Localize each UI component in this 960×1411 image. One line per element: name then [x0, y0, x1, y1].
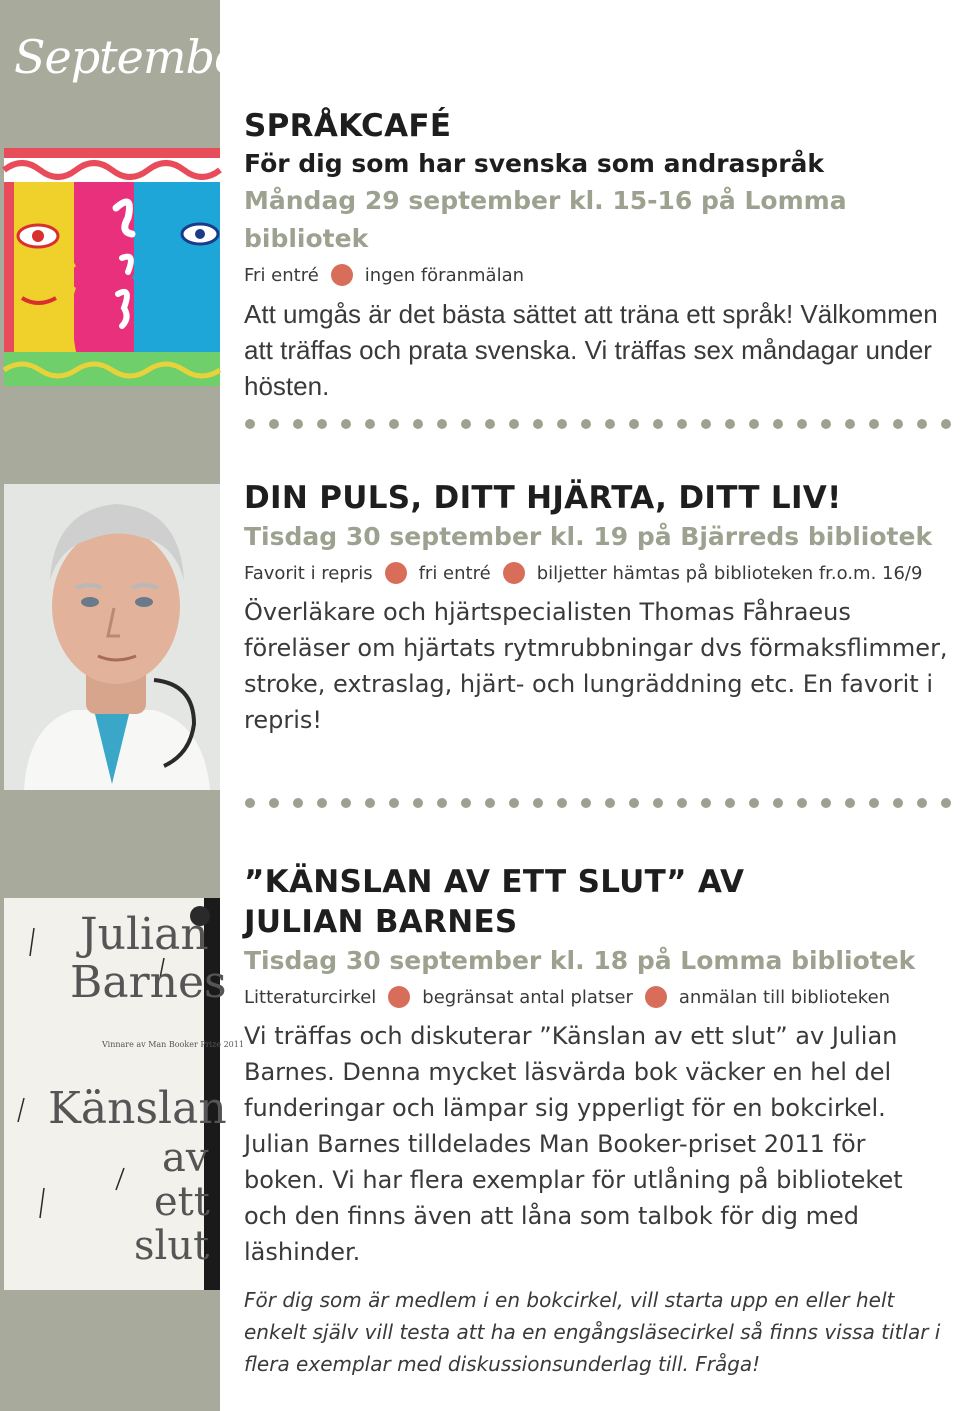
divider-dot — [821, 798, 831, 808]
meta-item: fri entré — [418, 562, 491, 584]
divider-dot — [941, 419, 951, 429]
divider-dot — [941, 798, 951, 808]
divider-dot — [341, 798, 351, 808]
event-title: SPRÅKCAFÉ — [244, 108, 452, 144]
divider-dot — [797, 798, 807, 808]
divider-dot — [869, 419, 879, 429]
event-title-line2: JULIAN BARNES — [244, 904, 518, 940]
event-title-line1: ”KÄNSLAN AV ETT SLUT” AV — [244, 864, 745, 900]
event-description: Vi träffas och diskuterar ”Känslan av ett slut” av Julian Barnes. Denna mycket läsvärda bok väcker en hel del funderingar och lämpar sig ypperligt för en bokcirkel. Julian Barnes tilldelades Man Booker-priset 2011 för boken. Vi har flera exemplar för utlåning på biblioteket och den finns även att låna som talbok för dig med läshinder. — [244, 1022, 903, 1266]
divider-dot — [437, 419, 447, 429]
event-date: Tisdag 30 september kl. 19 på Bjärreds bibliotek — [244, 522, 933, 551]
book-cover — [4, 898, 244, 1290]
divider-dot — [773, 419, 783, 429]
book-prize: Vinnare av Man Booker Prize 2011 — [102, 1040, 244, 1049]
event-title: DIN PULS, DITT HJÄRTA, DITT LIV! — [244, 480, 842, 516]
divider-dot — [677, 419, 687, 429]
divider-dot — [581, 419, 591, 429]
divider-dot — [533, 419, 543, 429]
divider-dot — [557, 419, 567, 429]
divider-dot — [365, 419, 375, 429]
event-date: Tisdag 30 september kl. 18 på Lomma bibliotek — [244, 946, 916, 975]
divider-dot — [629, 419, 639, 429]
event-meta — [244, 562, 950, 584]
divider-dot — [893, 798, 903, 808]
divider-dot — [245, 419, 255, 429]
divider-dot — [293, 798, 303, 808]
divider-dot — [917, 419, 927, 429]
book-author-line2: Barnes — [70, 957, 227, 1008]
divider-dot — [269, 798, 279, 808]
book-author-line1: Julian — [80, 909, 209, 960]
month-title: September — [14, 30, 262, 84]
bullet-dot-icon — [645, 986, 667, 1008]
bullet-dot-icon — [503, 562, 525, 584]
event-description: Att umgås är det bästa sättet att träna ett språk! Välkommen att träffas och prata svenska. Vi träffas sex måndagar under hösten. — [244, 299, 938, 401]
divider-dot — [725, 419, 735, 429]
event-note: För dig som är medlem i en bokcirkel, vill starta upp en eller helt enkelt själv vill testa att ha en engångsläsecirkel så finns vissa titlar i flera exemplar med diskussionsunderlag till. Fråga! — [244, 1288, 941, 1376]
divider-dot — [293, 419, 303, 429]
divider-dot — [773, 798, 783, 808]
divider-dot — [797, 419, 807, 429]
divider-dot — [317, 798, 327, 808]
event-meta — [244, 986, 950, 1008]
event-date: Måndag 29 september kl. 15-16 på Lomma bibliotek — [244, 186, 847, 253]
divider-dot — [629, 798, 639, 808]
event-kanslan — [244, 862, 950, 1380]
divider-dot — [581, 798, 591, 808]
divider-dot — [845, 419, 855, 429]
divider-dot — [389, 419, 399, 429]
divider-dot — [245, 798, 255, 808]
divider-dot — [821, 419, 831, 429]
meta-item: Litteraturcirkel — [244, 986, 377, 1008]
book-title-line2: av — [162, 1135, 209, 1181]
language-cafe-illustration — [4, 148, 220, 386]
divider-dot — [605, 419, 615, 429]
divider-dot — [365, 798, 375, 808]
divider-dot — [653, 419, 663, 429]
book-title-line4: slut — [134, 1223, 210, 1269]
divider-dot — [893, 419, 903, 429]
meta-item: ingen föranmälan — [364, 264, 525, 286]
bullet-dot-icon — [388, 986, 410, 1008]
divider-dot — [749, 798, 759, 808]
divider-dot — [413, 419, 423, 429]
divider-dot — [413, 798, 423, 808]
divider-dot — [677, 798, 687, 808]
divider-dot — [317, 419, 327, 429]
divider-dot — [485, 798, 495, 808]
sidebar — [0, 0, 262, 1411]
meta-item: Fri entré — [244, 264, 319, 286]
meta-item: biljetter hämtas på biblioteken fr.o.m. 16/9 — [536, 562, 923, 584]
event-sprakcafe — [244, 106, 950, 404]
divider-dot — [917, 798, 927, 808]
book-title-line1: Känslan — [48, 1083, 227, 1134]
divider-dot — [509, 798, 519, 808]
divider-dot — [725, 798, 735, 808]
divider-dot — [557, 798, 567, 808]
meta-item: Favorit i repris — [244, 562, 373, 584]
bullet-dot-icon — [385, 562, 407, 584]
divider-dot — [461, 419, 471, 429]
divider-dot — [269, 419, 279, 429]
faces-illustration — [4, 148, 220, 386]
portrait-illustration — [4, 484, 220, 790]
divider-dot — [749, 419, 759, 429]
dotted-divider — [244, 418, 950, 430]
divider-dot — [461, 798, 471, 808]
divider-dot — [341, 419, 351, 429]
divider-dot — [701, 419, 711, 429]
divider-dot — [605, 798, 615, 808]
doctor-portrait — [4, 484, 220, 790]
divider-dot — [845, 798, 855, 808]
divider-dot — [485, 419, 495, 429]
event-description: Överläkare och hjärtspecialisten Thomas Fåhraeus föreläser om hjärtats rytmrubbningar dvs förmaksflimmer, stroke, extraslag, hjärt- och lungräddning etc. En favorit i repris! — [244, 598, 948, 734]
book-title-line3: ett — [154, 1179, 210, 1225]
divider-dot — [389, 798, 399, 808]
meta-item: begränsat antal platser — [422, 986, 633, 1008]
event-meta — [244, 264, 950, 286]
divider-dot — [437, 798, 447, 808]
divider-dot — [653, 798, 663, 808]
divider-dot — [701, 798, 711, 808]
divider-dot — [869, 798, 879, 808]
divider-dot — [533, 798, 543, 808]
meta-item: anmälan till biblioteken — [678, 986, 891, 1008]
event-din-puls — [244, 478, 950, 738]
event-subtitle: För dig som har svenska som andraspråk — [244, 149, 825, 178]
bullet-dot-icon — [331, 264, 353, 286]
divider-dot — [509, 419, 519, 429]
dotted-divider — [244, 797, 950, 809]
